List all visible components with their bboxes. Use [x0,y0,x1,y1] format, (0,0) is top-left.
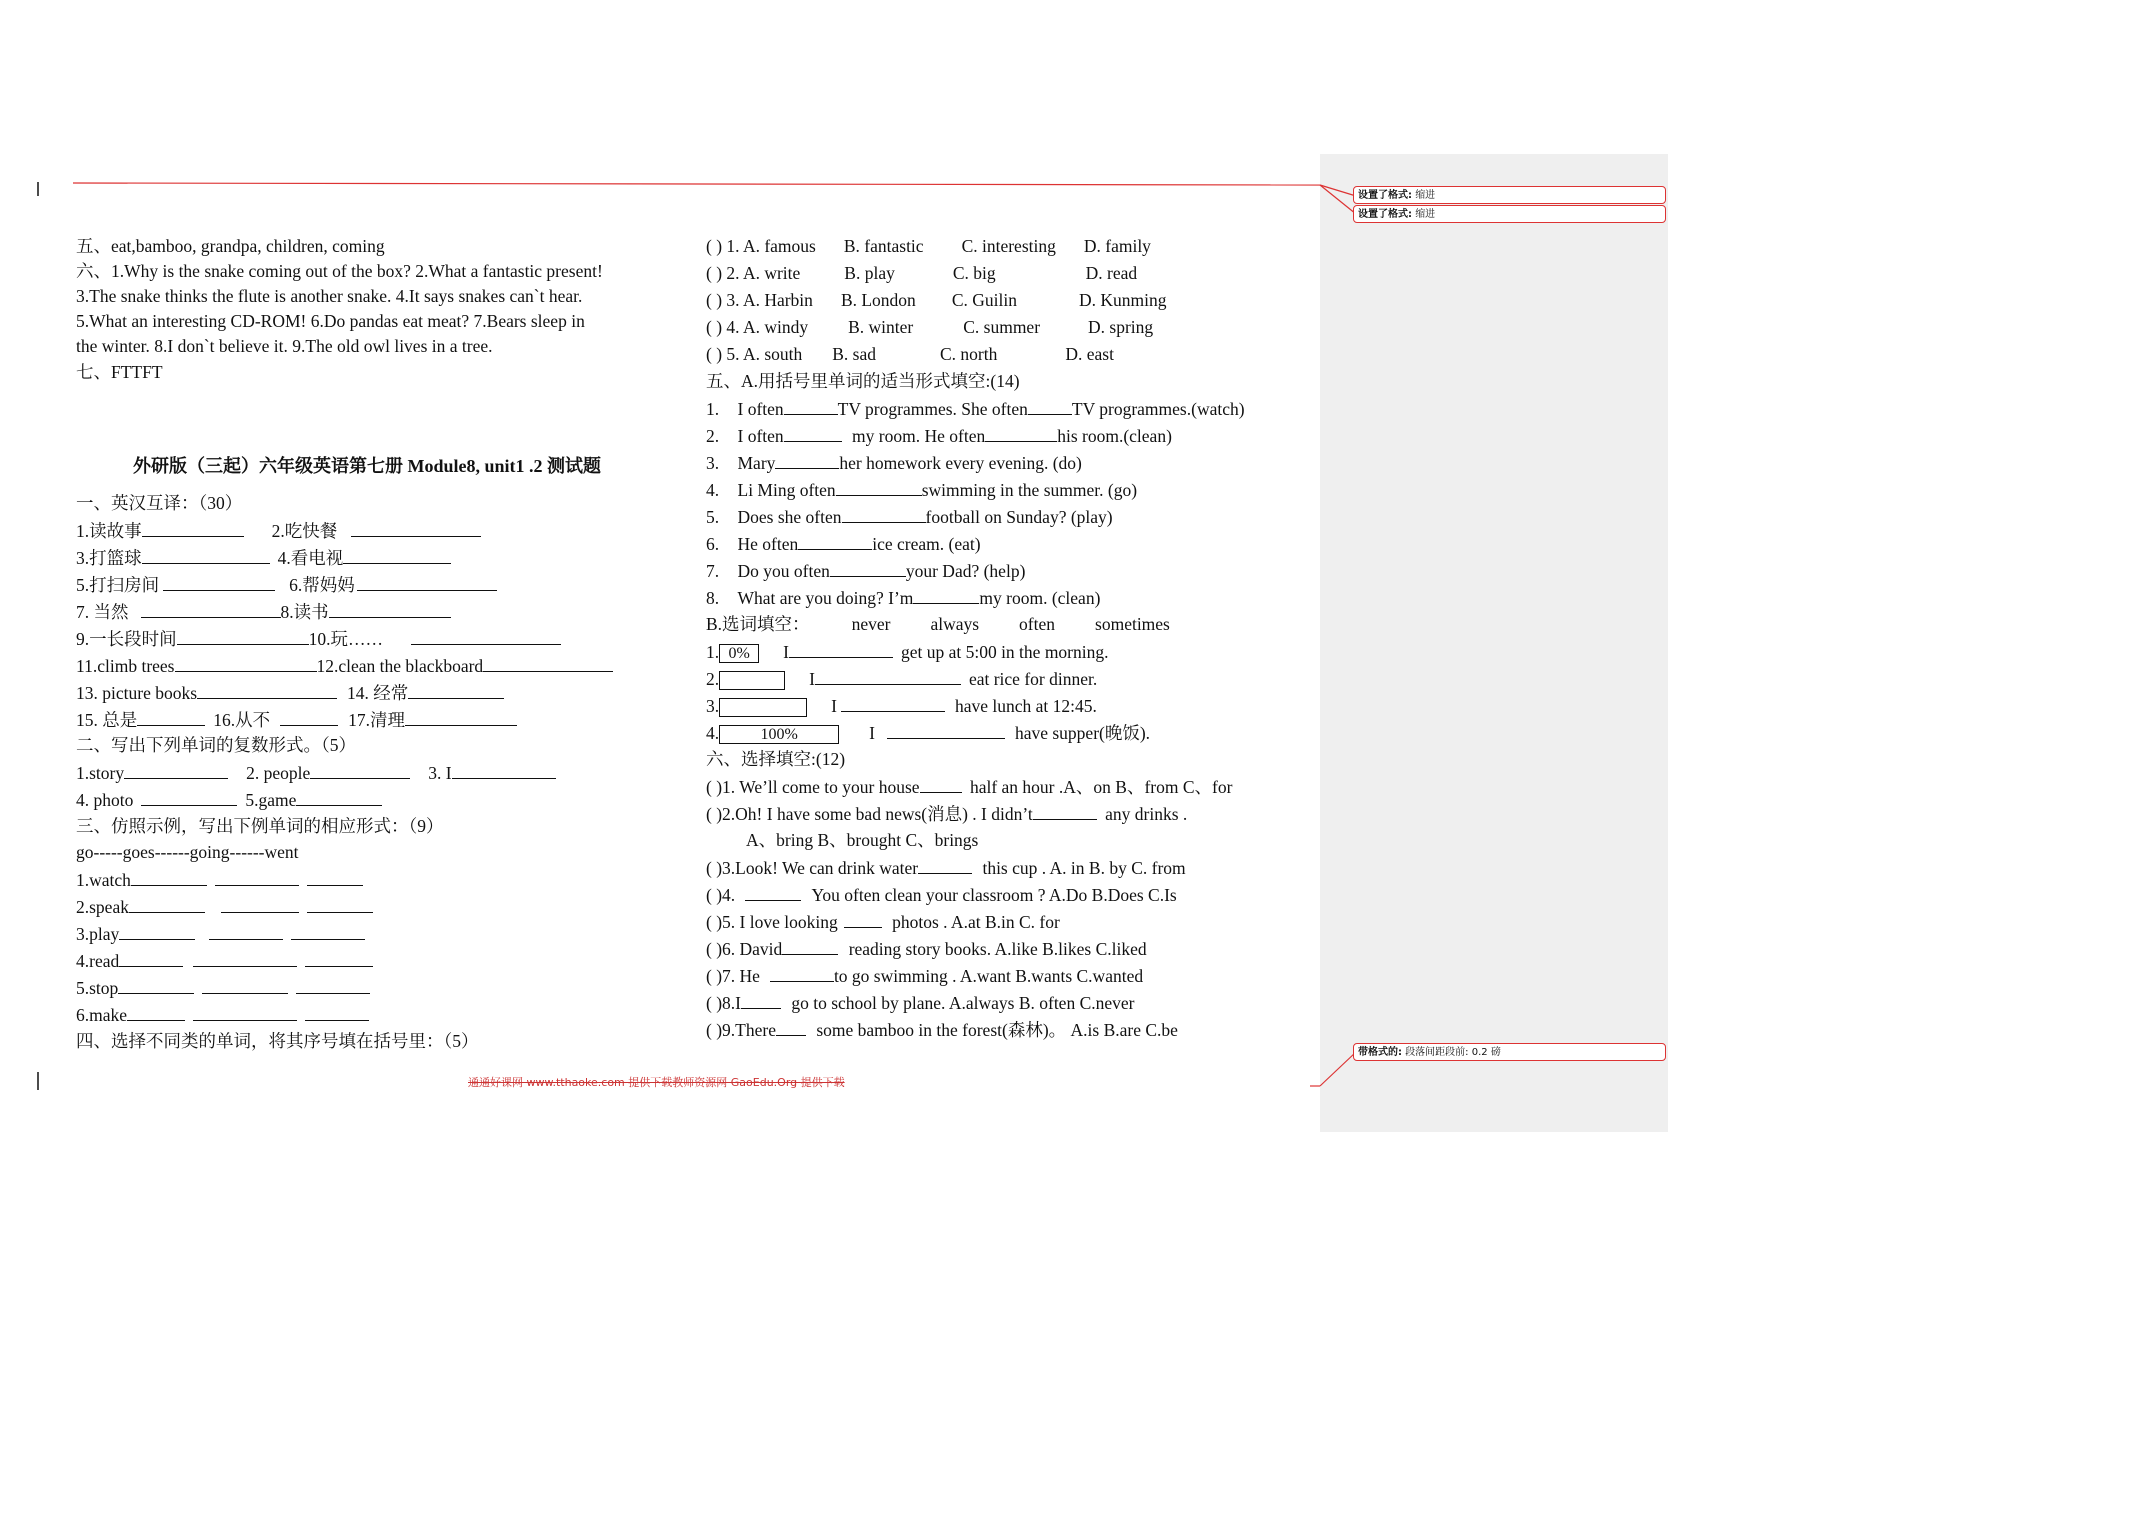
s4-row-3: ( ) 3. A. Harbin B. London C. Guilin D. Kunming [706,290,1167,310]
frequency-box [719,698,807,717]
format-comment-3[interactable]: 带格式的: 段落间距段前: 0.2 磅 [1353,1043,1666,1061]
s2-row-2: 4. photo 5.game [76,787,382,812]
s6-row-1: ( )1. We’ll come to your house half an hour .A、on B、from C、for [706,774,1232,799]
s5a-row-1: 1. I often TV programmes. She often TV programmes.(watch) [706,396,1245,421]
answer-7: 七、FTTFT [76,362,163,382]
s5a-row-4: 4. Li Ming often swimming in the summer. (go) [706,477,1137,502]
s4-row-2: ( ) 2. A. write B. play C. big D. read [706,263,1138,283]
s6-row-2-options: A、bring B、brought C、brings [746,830,979,850]
section-3-heading: 三、仿照示例，写出下例单词的相应形式：（9） [76,816,444,836]
section-5a-heading: 五、A.用括号里单词的适当形式填空:(14) [706,371,1020,391]
format-comment-1[interactable]: 设置了格式: 缩进 [1353,186,1666,204]
frequency-box: 0% [719,644,759,663]
page-title: 外研版（三起）六年级英语第七册 Module8, unit1 .2 测试题 [133,456,602,476]
s1-row-2: 3.打篮球 4.看电视 [76,545,451,570]
answer-6-line3: 5.What an interesting CD-ROM! 6.Do pandas eat meat? 7.Bears sleep in [76,311,585,331]
answer-6-line4: the winter. 8.I don`t believe it. 9.The old owl lives in a tree. [76,336,493,356]
s5a-row-5: 5. Does she often football on Sunday? (play) [706,504,1113,529]
s3-row-6: 6.make [76,1002,369,1027]
s5b-row-4: 4. 100% I have supper(晚饭). [706,720,1150,745]
s1-row-3: 5.打扫房间 6.帮妈妈 [76,572,497,597]
s6-row-3: ( )3.Look! We can drink water this cup . A. in B. by C. from [706,855,1186,880]
answer-5: 五、eat,bamboo, grandpa, children, coming [76,236,385,256]
s6-row-9: ( )9.There some bamboo in the forest(森林)。 A.is B.are C.be [706,1017,1178,1042]
s6-row-4: ( )4. You often clean your classroom ? A.Do B.Does C.Is [706,882,1177,907]
s6-row-7: ( )7. He to go swimming . A.want B.wants C.wanted [706,963,1143,988]
frequency-box [719,671,785,690]
s5a-row-8: 8. What are you doing? I’m my room. (clean) [706,585,1100,610]
section-4-heading: 四、选择不同类的单词，将其序号填在括号里：（5） [76,1031,479,1051]
s3-example: go-----goes------going------went [76,842,299,862]
answer-6-line2: 3.The snake thinks the flute is another snake. 4.It says snakes can`t hear. [76,286,583,306]
section-6-heading: 六、选择填空:(12) [706,749,846,769]
format-comment-2[interactable]: 设置了格式: 缩进 [1353,205,1666,223]
s5b-row-2: 2. I eat rice for dinner. [706,666,1097,691]
s3-row-2: 2.speak [76,894,373,919]
s3-row-3: 3.play [76,921,365,946]
s6-row-8: ( )8.I go to school by plane. A.always B. often C.never [706,990,1135,1015]
s1-row-7: 13. picture books 14. 经常 [76,680,504,705]
s5a-row-3: 3. Mary her homework every evening. (do) [706,450,1082,475]
s1-row-1: 1.读故事 2.吃快餐 [76,518,481,543]
section-1-heading: 一、英汉互译：（30） [76,493,243,513]
s5b-row-1: 1. 0% I get up at 5:00 in the morning. [706,639,1109,664]
s6-row-6: ( )6. David reading story books. A.like B.likes C.liked [706,936,1147,961]
frequency-box: 100% [719,725,839,744]
s5a-row-2: 2. I often my room. He often his room.(clean) [706,423,1172,448]
section-5b-heading: B.选词填空： never always often sometimes [706,614,1170,634]
section-2-heading: 二、写出下列单词的复数形式。（5） [76,735,356,755]
s2-row-1: 1.story 2. people 3. I [76,760,556,785]
s1-row-5: 9.一长段时间 10.玩…… [76,626,561,651]
s6-row-2: ( )2.Oh! I have some bad news(消息) . I didn’t any drinks . [706,801,1187,826]
s5a-row-7: 7. Do you often your Dad? (help) [706,558,1025,583]
s1-row-6: 11.climb trees 12.clean the blackboard [76,653,613,678]
s1-row-4: 7. 当然 8.读书 [76,599,451,624]
s3-row-1: 1.watch [76,867,363,892]
s3-row-4: 4.read [76,948,373,973]
s6-row-5: ( )5. I love looking photos . A.at B.in C. for [706,909,1060,934]
s5b-row-3: 3. I have lunch at 12:45. [706,693,1097,718]
answer-6-line1: 六、1.Why is the snake coming out of the box? 2.What a fantastic present! [76,261,603,281]
s4-row-5: ( ) 5. A. south B. sad C. north D. east [706,344,1114,364]
footer-source[interactable]: 通通好课网 www.tthaoke.com 提供下载教师资源网 GaoEdu.Org 提供下载 [468,1076,845,1089]
s4-row-1: ( ) 1. A. famous B. fantastic C. interesting D. family [706,236,1151,256]
s1-row-8: 15. 总是 16.从不 17.清理 [76,707,517,732]
s3-row-5: 5.stop [76,975,370,1000]
s4-row-4: ( ) 4. A. windy B. winter C. summer D. spring [706,317,1154,337]
s5a-row-6: 6. He often ice cream. (eat) [706,531,981,556]
